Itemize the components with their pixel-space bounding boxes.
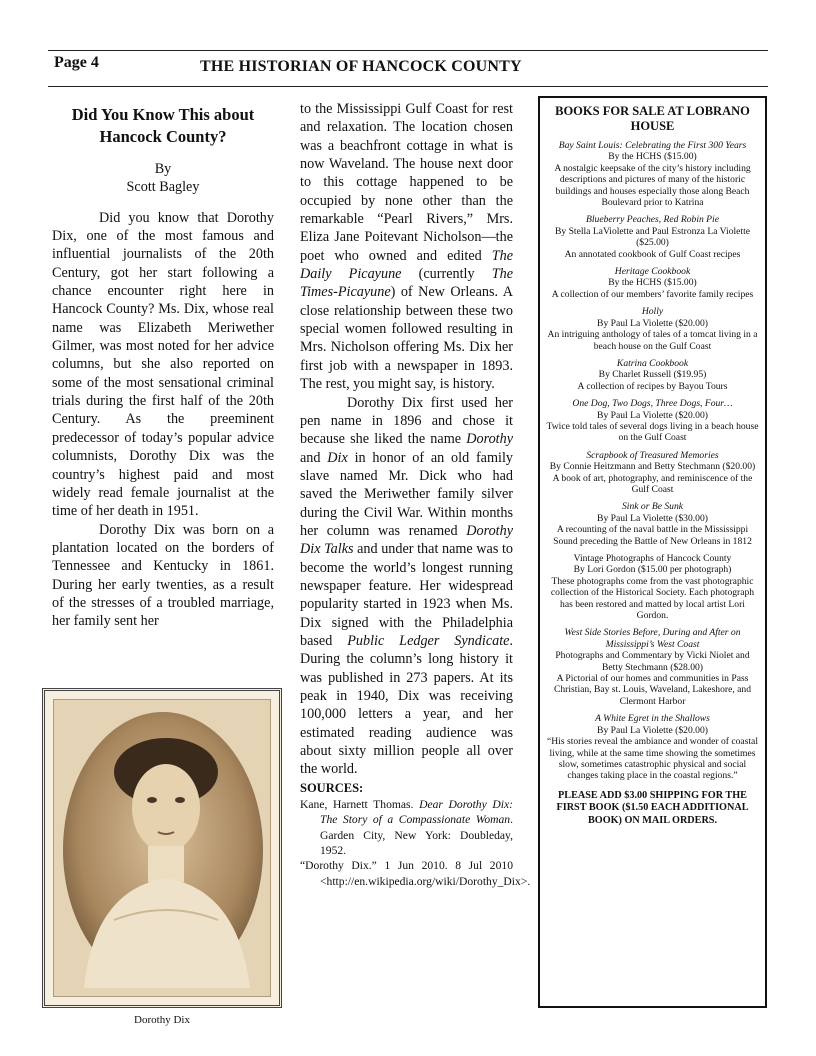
top-rule (48, 50, 768, 51)
book-title: Blueberry Peaches, Red Robin Pie (586, 214, 719, 226)
article-column-1 (52, 104, 274, 631)
source-entry: “Dorothy Dix.” 1 Jun 2010. 8 Jul 2010 <http://en.wikipedia.org/wiki/Dorothy_Dix>. (300, 859, 531, 888)
book-description: “His stories reveal the ambiance and wonder of coastal living, while at the same time showing the sometimes slow, sometimes catastrophic physical and social changes taking place in the coastal regions.” (547, 736, 758, 782)
book-author: By Paul La Violette ($30.00) (597, 512, 708, 524)
article-column-2 (300, 100, 531, 889)
book-description: These photographs come from the vast photographic collection of the Historical Society. Each photograph has been restored and matted by local artist Lori Gordon. (550, 575, 755, 622)
book-author: By Connie Heitzmann and Betty Stechmann ($20.00) (549, 461, 756, 473)
portrait-photo-illustration (54, 700, 272, 998)
book-entry (545, 266, 760, 300)
book-title: Heritage Cookbook (614, 266, 691, 278)
book-entry (545, 553, 760, 621)
book-description: An intriguing anthology of tales of a tomcat living in a beach house on the Gulf Coast (547, 329, 758, 352)
book-title: Scrapbook of Treasured Memories (586, 449, 719, 461)
book-description: A Pictorial of our homes and communities in Pass Christian, Bay st. Louis, Waveland, Lakeshore, and Clermont Harbor (553, 673, 751, 707)
article-paragraph: Dorothy Dix was born on a plantation located on the borders of Tennessee and Kentucky in 1861. During her early twenties, as a result of the stresses of a troubled marriage, her family sent her (52, 521, 274, 630)
book-description: Twice told tales of several dogs living in a beach house on the Gulf Coast (546, 420, 759, 444)
article-paragraph: Did you know that Dorothy Dix, one of the most famous and influential journalists of the 20th Century, got her start following a chance encounter right here in Hancock County? Ms. Dix, whose real name was Elizabeth Meriwether Gilmer, was most noted for her advice columns, but she also reported on some of the most sensational criminal trials during the first half of the 20th Century. As the preeminent predecessor of today’s popular advice columnists, Dorothy Dix was the country’s highest paid and most widely read female journalist at the time of her death in 1951. (52, 209, 274, 520)
article-paragraph: Dorothy Dix first used her pen name in 1896 and chose it because she liked the name Dorothy and Dix in honor of an old family slave named Mr. Dick who had saved the Meriwether family silver during the Civil War. Within months her column was renamed Dorothy Dix Talks and under that name was to become the world’s longest running newspaper feature. Her widespread popularity started in 1923 when Ms. Dix signed with the Philadelphia based Public Ledger Syndicate. During the column’s long history it was published in 273 papers. At its peak in 1940, Dix was receiving 100,000 letters a year, and her estimated reading audience was about sixty million people all over the world. (300, 394, 513, 778)
book-description: A collection of our members’ favorite family recipes (551, 288, 754, 300)
book-entry (545, 214, 760, 260)
book-author: By Paul La Violette ($20.00) (597, 724, 708, 736)
book-description: An annotated cookbook of Gulf Coast recipes (564, 248, 741, 260)
books-heading: BOOKS FOR SALE AT LOBRANO HOUSE (555, 104, 750, 133)
source-entry: Kane, Harnett Thomas. Dear Dorothy Dix: The Story of a Compassionate Woman. Garden City, New York: Doubleday, 1952. (300, 798, 513, 857)
portrait-photo-frame (42, 688, 282, 1008)
book-entry (545, 713, 760, 781)
page-number: Page 4 (54, 54, 99, 71)
masthead-rule (48, 86, 768, 87)
book-entry (545, 140, 760, 208)
book-entry (545, 627, 760, 707)
book-entry (545, 501, 760, 547)
book-title: One Dog, Two Dogs, Three Dogs, Four… (572, 398, 733, 410)
books-for-sale-box (538, 96, 767, 1008)
shipping-notice: PLEASE ADD $3.00 SHIPPING FOR THE FIRST BOOK ($1.50 EACH ADDITIONAL BOOK) ON MAIL ORDERS. (556, 789, 749, 826)
book-title: West Side Stories Before, During and After on Mississippi’s West Coast (564, 627, 741, 650)
book-entry (545, 358, 760, 392)
book-author: By Paul La Violette ($20.00) (597, 317, 708, 329)
book-author: By Stella LaViolette and Paul Estronza La Violette ($25.00) (554, 225, 751, 249)
book-description: A recounting of the naval battle in the Mississippi Sound preceding the Battle of New Orleans in 1812 (553, 524, 752, 547)
sources-heading: SOURCES: (300, 780, 364, 795)
book-title: Bay Saint Louis: Celebrating the First 300 Years (558, 140, 747, 151)
book-entry (545, 398, 760, 444)
book-author: Photographs and Commentary by Vicki Niolet and Betty Stechmann ($28.00) (555, 650, 750, 673)
book-title: Vintage Photographs of Hancock County (573, 553, 732, 564)
book-author: By the HCHS ($15.00) (608, 151, 697, 163)
book-description: A nostalgic keepsake of the city’s history including descriptions and pictures of many of the historic buildings and houses especially those along Beach Boulevard prior to Katrina (554, 162, 751, 209)
book-author: By Paul La Violette ($20.00) (597, 409, 708, 421)
book-author: By Lori Gordon ($15.00 per photograph) (573, 564, 732, 576)
book-title: Sink or Be Sunk (621, 501, 683, 513)
book-entry (545, 450, 760, 496)
article-paragraph: to the Mississippi Gulf Coast for rest and relaxation. The location chosen was a beachfront cottage in what is now Waveland. The house next door to this cottage happened to be occupied by none other than the remarkable “Pearl Rivers,” Mrs. Eliza Jane Poitevant Nicholson—the poet who owned and edited The Daily Picayune (currently The Times-Picayune) of New Orleans. A close relationship between these two special women followed resulting in Mrs. Nicholson offering Ms. Dix her first job with a newspaper in 1893. The rest, you might say, is history. (300, 101, 513, 393)
book-author: By Charlet Russell ($19.95) (598, 369, 707, 381)
book-title: A White Egret in the Shallows (595, 713, 710, 725)
book-description: A book of art, photography, and reminiscence of the Gulf Coast (552, 472, 753, 495)
photo-caption: Dorothy Dix (134, 1014, 190, 1026)
book-title: Holly (641, 306, 664, 318)
masthead: THE HISTORIAN OF HANCOCK COUNTY (200, 58, 522, 75)
byline-author: Scott Bagley (126, 179, 200, 196)
portrait-photo (53, 699, 271, 997)
book-entry (545, 306, 760, 352)
book-description: A collection of recipes by Bayou Tours (577, 380, 728, 392)
article-title: Did You Know This about Hancock County? (71, 105, 255, 146)
byline-by: By (154, 161, 172, 177)
book-author: By the HCHS ($15.00) (608, 277, 697, 289)
book-title: Katrina Cookbook (616, 357, 689, 369)
